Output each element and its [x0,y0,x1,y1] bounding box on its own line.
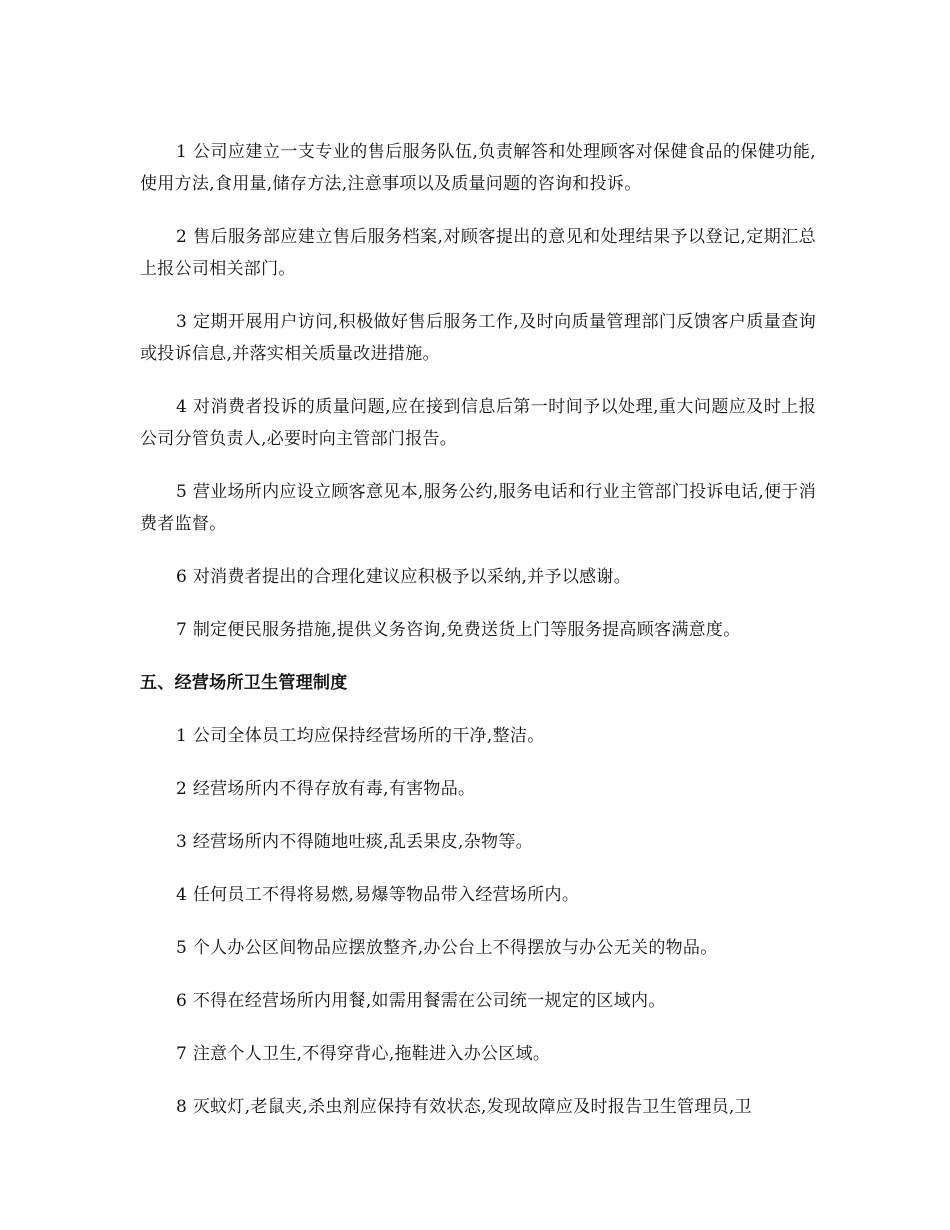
after-sales-item-1: 1 公司应建立一支专业的售后服务队伍,负责解答和处理顾客对保健食品的保健功能,使用方法,食用量,储存方法,注意事项以及质量问题的咨询和投诉。 [140,142,816,194]
hygiene-item-6: 6 不得在经营场所内用餐,如需用餐需在公司统一规定的区域内。 [176,991,666,1011]
after-sales-item-3: 3 定期开展用户访问,积极做好售后服务工作,及时向质量管理部门反馈客户质量查询或投诉信息,并落实相关质量改进措施。 [140,312,816,364]
after-sales-item-2: 2 售后服务部应建立售后服务档案,对顾客提出的意见和处理结果予以登记,定期汇总上报公司相关部门。 [140,227,816,279]
after-sales-item-4: 4 对消费者投诉的质量问题,应在接到信息后第一时间予以处理,重大问题应及时上报公司分管负责人,必要时向主管部门报告。 [140,397,816,449]
hygiene-item-2: 2 经营场所内不得存放有毒,有害物品。 [176,779,476,799]
after-sales-item-7: 7 制定便民服务措施,提供义务咨询,免费送货上门等服务提高顾客满意度。 [176,620,741,640]
document-body [140,136,816,1144]
hygiene-item-4: 4 任何员工不得将易燃,易爆等物品带入经营场所内。 [176,885,580,905]
section-heading-hygiene: 五、经营场所卫生管理制度 [140,673,348,693]
after-sales-item-6: 6 对消费者提出的合理化建议应积极予以采纳,并予以感谢。 [176,567,632,587]
hygiene-item-8: 8 灭蚊灯,老鼠夹,杀虫剂应保持有效状态,发现故障应及时报告卫生管理员,卫 [176,1097,752,1117]
hygiene-item-3: 3 经营场所内不得随地吐痰,乱丢果皮,杂物等。 [176,832,533,852]
hygiene-item-5: 5 个人办公区间物品应摆放整齐,办公台上不得摆放与办公无关的物品。 [176,938,718,958]
hygiene-item-1: 1 公司全体员工均应保持经营场所的干净,整洁。 [176,726,545,746]
after-sales-item-5: 5 营业场所内应设立顾客意见本,服务公约,服务电话和行业主管部门投诉电话,便于消费者监督。 [140,482,816,534]
hygiene-item-7: 7 注意个人卫生,不得穿背心,拖鞋进入办公区域。 [176,1044,551,1064]
